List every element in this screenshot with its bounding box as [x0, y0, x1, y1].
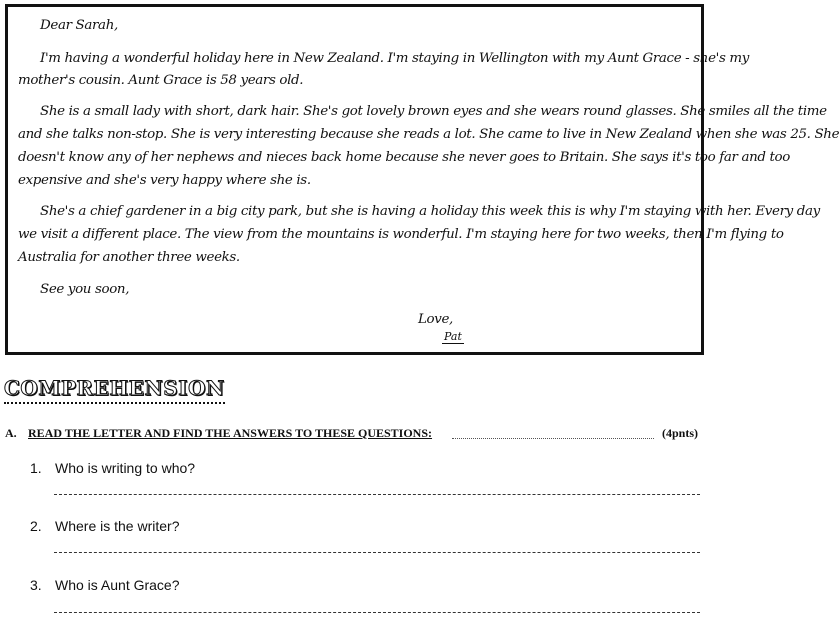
points-label: (4pnts)	[662, 426, 699, 440]
question-number: 2.	[30, 518, 42, 534]
letter-paragraph-3-line-1: She's a chief gardener in a big city park, but she is having a holiday this week this is why I'm staying with her. Every day	[40, 204, 820, 219]
instruction-text: READ THE LETTER AND FIND THE ANSWERS TO THESE QUESTIONS:	[28, 426, 433, 440]
letter-paragraph-2-line-3: doesn't know any of her nephews and nieces back home because she never goes to Britain. She says it's too far and too	[18, 150, 790, 165]
letter-paragraph-2-line-2: and she talks non-stop. She is very interesting because she reads a lot. She came to live in New Zealand when she was 25. She	[18, 127, 839, 142]
letter-paragraph-3-line-2: we visit a different place. The view from the mountains is wonderful. I'm staying here for two weeks, then I'm flying to	[18, 227, 784, 242]
instruction-label: A.	[5, 426, 17, 440]
section-title-underline	[4, 402, 225, 404]
answer-line-3[interactable]	[54, 612, 700, 613]
section-title: COMPREHENSION	[4, 376, 225, 400]
question-text: Who is Aunt Grace?	[55, 577, 180, 593]
question-number: 1.	[30, 460, 42, 476]
question-1	[30, 460, 195, 476]
answer-line-1[interactable]	[54, 494, 700, 495]
instruction-dotted-leader	[452, 438, 654, 439]
question-2	[30, 518, 179, 534]
letter-greeting: Dear Sarah,	[40, 18, 118, 33]
question-text: Where is the writer?	[55, 518, 180, 534]
letter-paragraph-1-line-1: I'm having a wonderful holiday here in New Zealand. I'm staying in Wellington with my Aunt Grace - she's my	[40, 51, 749, 66]
letter-closing: See you soon,	[40, 282, 130, 297]
question-text: Who is writing to who?	[55, 460, 196, 476]
signature: Pat	[444, 330, 462, 343]
letter-paragraph-1-line-2: mother's cousin. Aunt Grace is 58 years old.	[18, 73, 304, 88]
letter-paragraph-3-line-3: Australia for another three weeks.	[18, 250, 240, 265]
answer-line-2[interactable]	[54, 552, 700, 553]
letter-love: Love,	[418, 312, 453, 327]
letter-paragraph-2-line-1: She is a small lady with short, dark hair. She's got lovely brown eyes and she wears round glasses. She smiles all the time	[40, 104, 827, 119]
question-3	[30, 577, 180, 593]
question-number: 3.	[30, 577, 42, 593]
letter-paragraph-2-line-4: expensive and she's very happy where she is.	[18, 173, 311, 188]
